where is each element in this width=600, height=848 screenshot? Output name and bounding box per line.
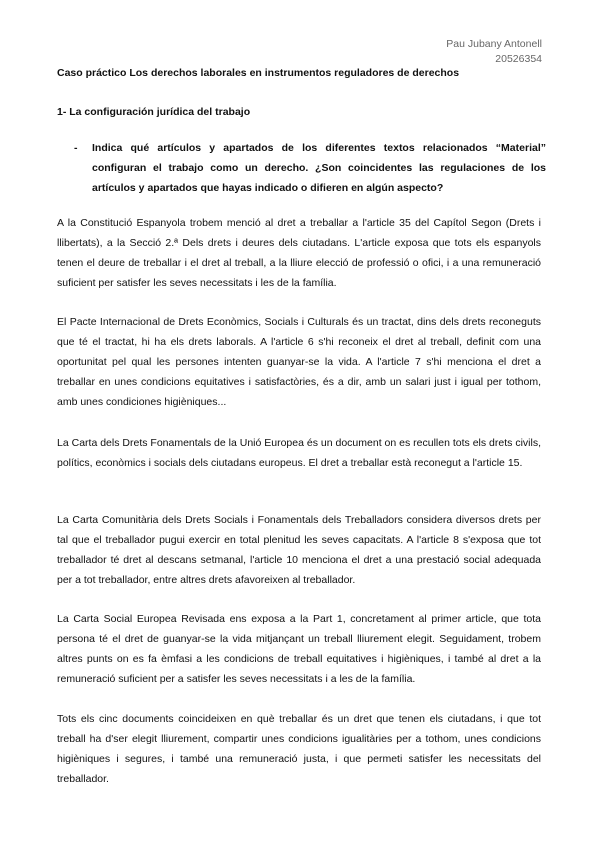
question-text: Indica qué artículos y apartados de los diferentes textos relacionados “Material” configuran el trabajo como un derecho. ¿Son coincidentes las regulaciones de los artículos y apartados que hayas indicado o difieren en algún aspecto? xyxy=(92,142,546,194)
paragraph-pacte: El Pacte Internacional de Drets Econòmics, Socials i Culturals és un tractat, dins dels drets reconeguts que té el tractat, hi ha els drets laborals. A l'article 6 s'hi reconeix el dret al treball, definit com una oportunitat pel qual les persones intenten guanyar-se la vida. A l'article 7 s'hi menciona el dret a treballar en unes condicions equitatives i satisfactòries, és a dir, amb un salari just i igual per tothom, amb unes condiciones higièniques... xyxy=(57,316,541,408)
paragraph-carta-comunitaria: La Carta Comunitària dels Drets Socials i Fonamentals dels Treballadors considera diversos drets per tal que el treballador pugui exercir en total plenitud les seves capacitats. A l'article 8 s'exposa que tot treballador té dret al descans setmanal, l'article 10 menciona el dret a una prestació social adequada per a tot treballador, entre altres drets afavoreixen al treballador. xyxy=(57,514,541,586)
student-id: 20526354 xyxy=(495,53,542,65)
page-header xyxy=(446,37,542,67)
document-title: Caso práctico Los derechos laborales en instrumentos reguladores de derechos xyxy=(57,67,460,79)
paragraph-conclusio: Tots els cinc documents coincideixen en què treballar és un dret que tenen els ciutadans, i que tot treball ha d'ser elegit lliurement, compartir unes condicions igualitàries per a tothom, unes condicions higièniques i segures, i també una remuneració justa, i que permeti satisfer les necessitats del treballador. xyxy=(57,713,541,785)
paragraph-carta-ue: La Carta dels Drets Fonamentals de la Unió Europea és un document on es recullen tots els drets civils, polítics, econòmics i socials dels ciutadans europeus. El dret a treballar està reconegut a l'article 15. xyxy=(57,437,541,469)
paragraph-constitucio: A la Constitució Espanyola trobem menció al dret a treballar a l'article 35 del Capítol Segon (Drets i llibertats), a la Secció 2.ª Dels drets i deures dels ciutadans. L'article exposa que tots els espanyols tenen el deure de treballar i el dret al treball, a la lliure elecció de professió o ofici, i a una remuneració suficient per satisfer les seves necessitats i les de la família. xyxy=(57,217,541,289)
question-item xyxy=(74,138,546,198)
bullet-dash: - xyxy=(74,142,78,154)
paragraph-carta-social: La Carta Social Europea Revisada ens exposa a la Part 1, concretament al primer article, que tota persona té el dret de guanyar-se la vida mitjançant un treball lliurement elegit. Seguidament, trobem altres punts on es fa èmfasi a les condicions de treball equitatives i higièniques, i també al dret a la remuneració suficient per a satisfer les seves necessitats i a les de la família. xyxy=(57,613,541,685)
section-heading: 1- La configuración jurídica del trabajo xyxy=(57,106,251,118)
author-name: Pau Jubany Antonell xyxy=(446,38,542,50)
